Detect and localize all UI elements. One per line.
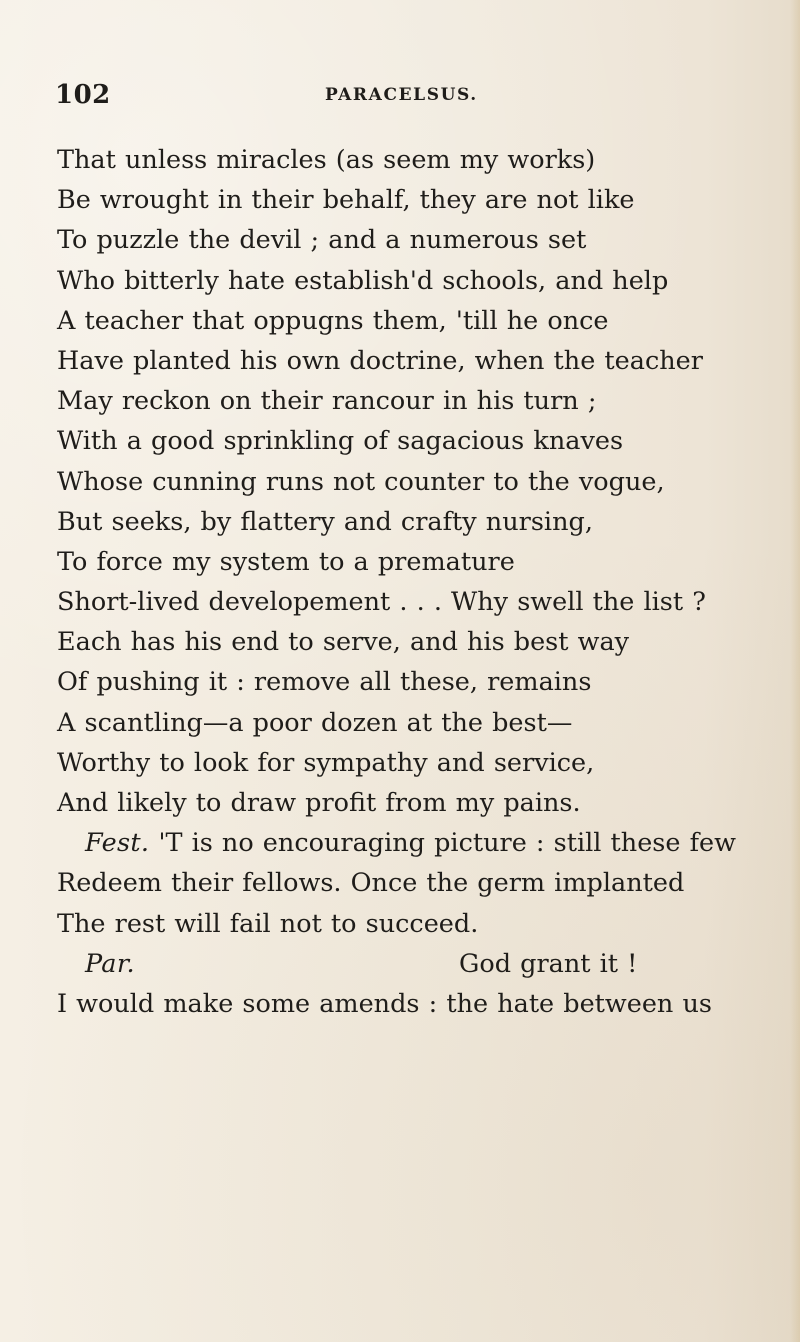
poem-line: Each has his end to serve, and his best way — [57, 627, 630, 658]
poem-line: Worthy to look for sympathy and service, — [57, 747, 595, 778]
poem-line: Who bitterly hate establish'd schools, and help — [57, 265, 669, 296]
poem-text — [57, 140, 736, 1024]
poem-line: To force my system to a premature — [57, 546, 515, 577]
poem-line: Whose cunning runs not counter to the vogue, — [57, 466, 665, 497]
poem-line: That unless miracles (as seem my works) — [57, 145, 596, 175]
par-line — [57, 944, 732, 984]
speaker-fest: Fest. — [85, 828, 150, 859]
poem-line: Of pushing it : remove all these, remains — [57, 667, 592, 698]
poem-line: I would make some amends : the hate between us — [57, 988, 712, 1019]
poem-line: But seeks, by flattery and crafty nursing, — [57, 506, 593, 537]
poem-line: With a good sprinkling of sagacious knaves — [57, 426, 624, 457]
poem-line: A scantling—a poor dozen at the best— — [57, 707, 573, 738]
poem-line: Have planted his own doctrine, when the teacher — [57, 345, 703, 376]
poem-line: The rest will fail not to succeed. — [57, 908, 479, 939]
poem-line: A teacher that oppugns them, 'till he once — [57, 305, 609, 336]
par-speech: God grant it ! — [459, 948, 638, 979]
fest-speech: 'T is no encouraging picture : still these few — [158, 828, 736, 859]
page-edge-shadow — [790, 0, 800, 1342]
page-header — [55, 80, 600, 110]
poem-line: Redeem their fellows. Once the germ implanted — [57, 868, 685, 899]
fest-line — [57, 823, 736, 863]
poem-line: And likely to draw profit from my pains. — [57, 788, 581, 818]
poem-line: Be wrought in their behalf, they are not like — [57, 185, 635, 216]
poem-line: May reckon on their rancour in his turn ; — [57, 386, 597, 417]
running-head: PARACELSUS. — [325, 85, 478, 105]
page-number: 102 — [55, 80, 111, 110]
poem-line: Short-lived developement . . . Why swell the list ? — [57, 587, 706, 618]
poem-line: To puzzle the devil ; and a numerous set — [57, 225, 587, 256]
speaker-par: Par. — [85, 948, 135, 979]
